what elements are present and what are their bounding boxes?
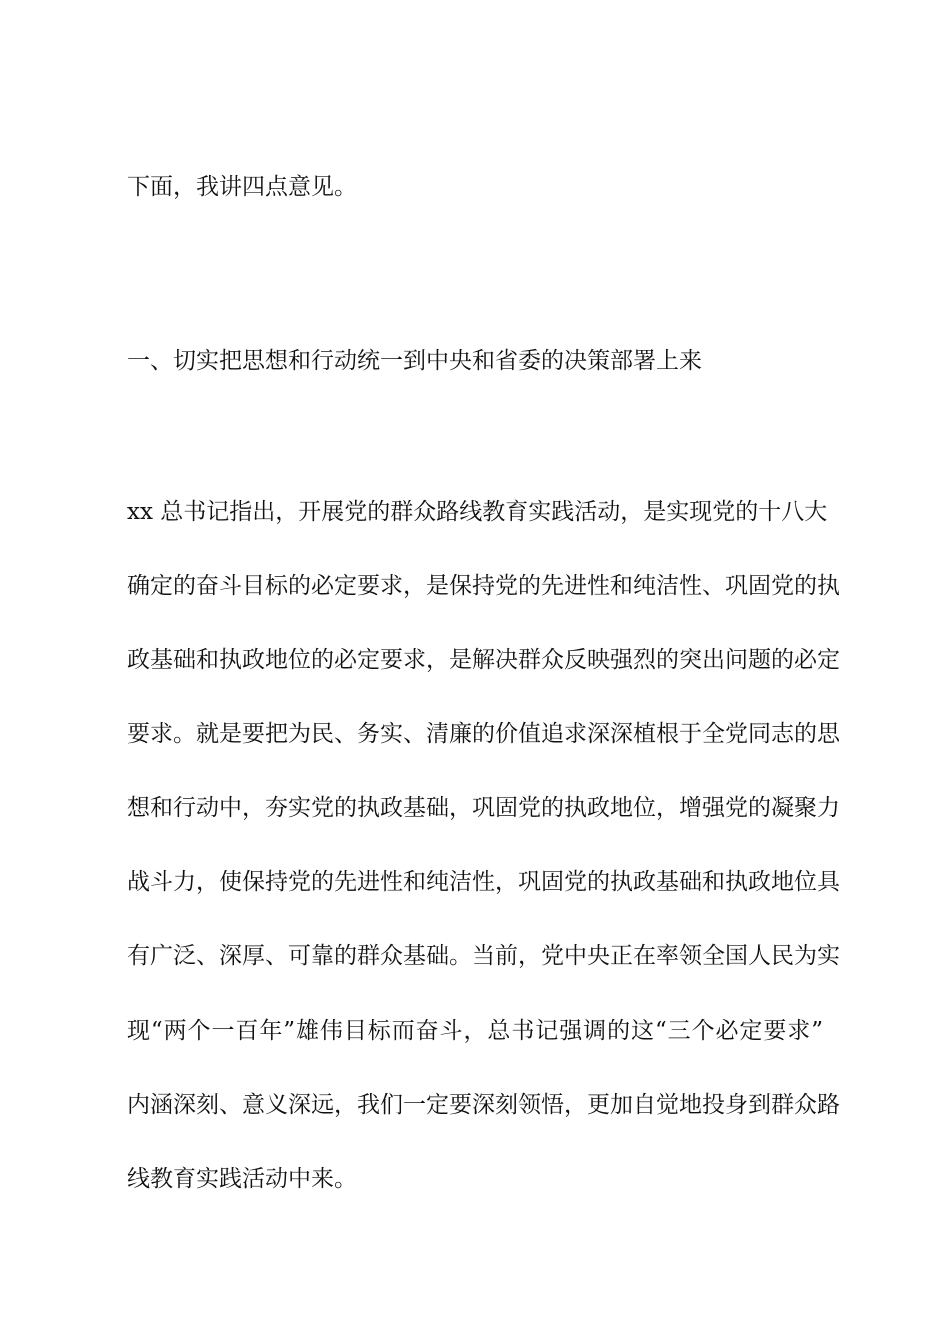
paragraph-line: 线教育实践活动中来。 xyxy=(127,1166,357,1192)
section-heading: 一、切实把思想和行动统一到中央和省委的决策部署上来 xyxy=(127,348,702,374)
paragraph-line: xx 总书记指出，开展党的群众路线教育实践活动，是实现党的十八大 xyxy=(127,499,828,525)
paragraph-line: 现“两个一百年”雄伟目标而奋斗，总书记强调的这“三个必定要求” xyxy=(127,1018,823,1044)
paragraph-line: 内涵深刻、意义深远，我们一定要深刻领悟，更加自觉地投身到群众路 xyxy=(127,1092,840,1118)
paragraph-line: 确定的奋斗目标的必定要求，是保持党的先进性和纯洁性、巩固党的执 xyxy=(127,573,840,599)
paragraph-line: 政基础和执政地位的必定要求，是解决群众反映强烈的突出问题的必定 xyxy=(127,647,840,673)
paragraph-line: 战斗力，使保持党的先进性和纯洁性，巩固党的执政基础和执政地位具 xyxy=(127,869,840,895)
paragraph-line: 想和行动中，夯实党的执政基础，巩固党的执政地位，增强党的凝聚力 xyxy=(127,795,840,821)
paragraph-line: 要求。就是要把为民、务实、清廉的价值追求深深植根于全党同志的思 xyxy=(127,721,840,747)
paragraph-line: 有广泛、深厚、可靠的群众基础。当前，党中央正在率领全国人民为实 xyxy=(127,943,840,969)
intro-text: 下面，我讲四点意见。 xyxy=(127,174,357,200)
